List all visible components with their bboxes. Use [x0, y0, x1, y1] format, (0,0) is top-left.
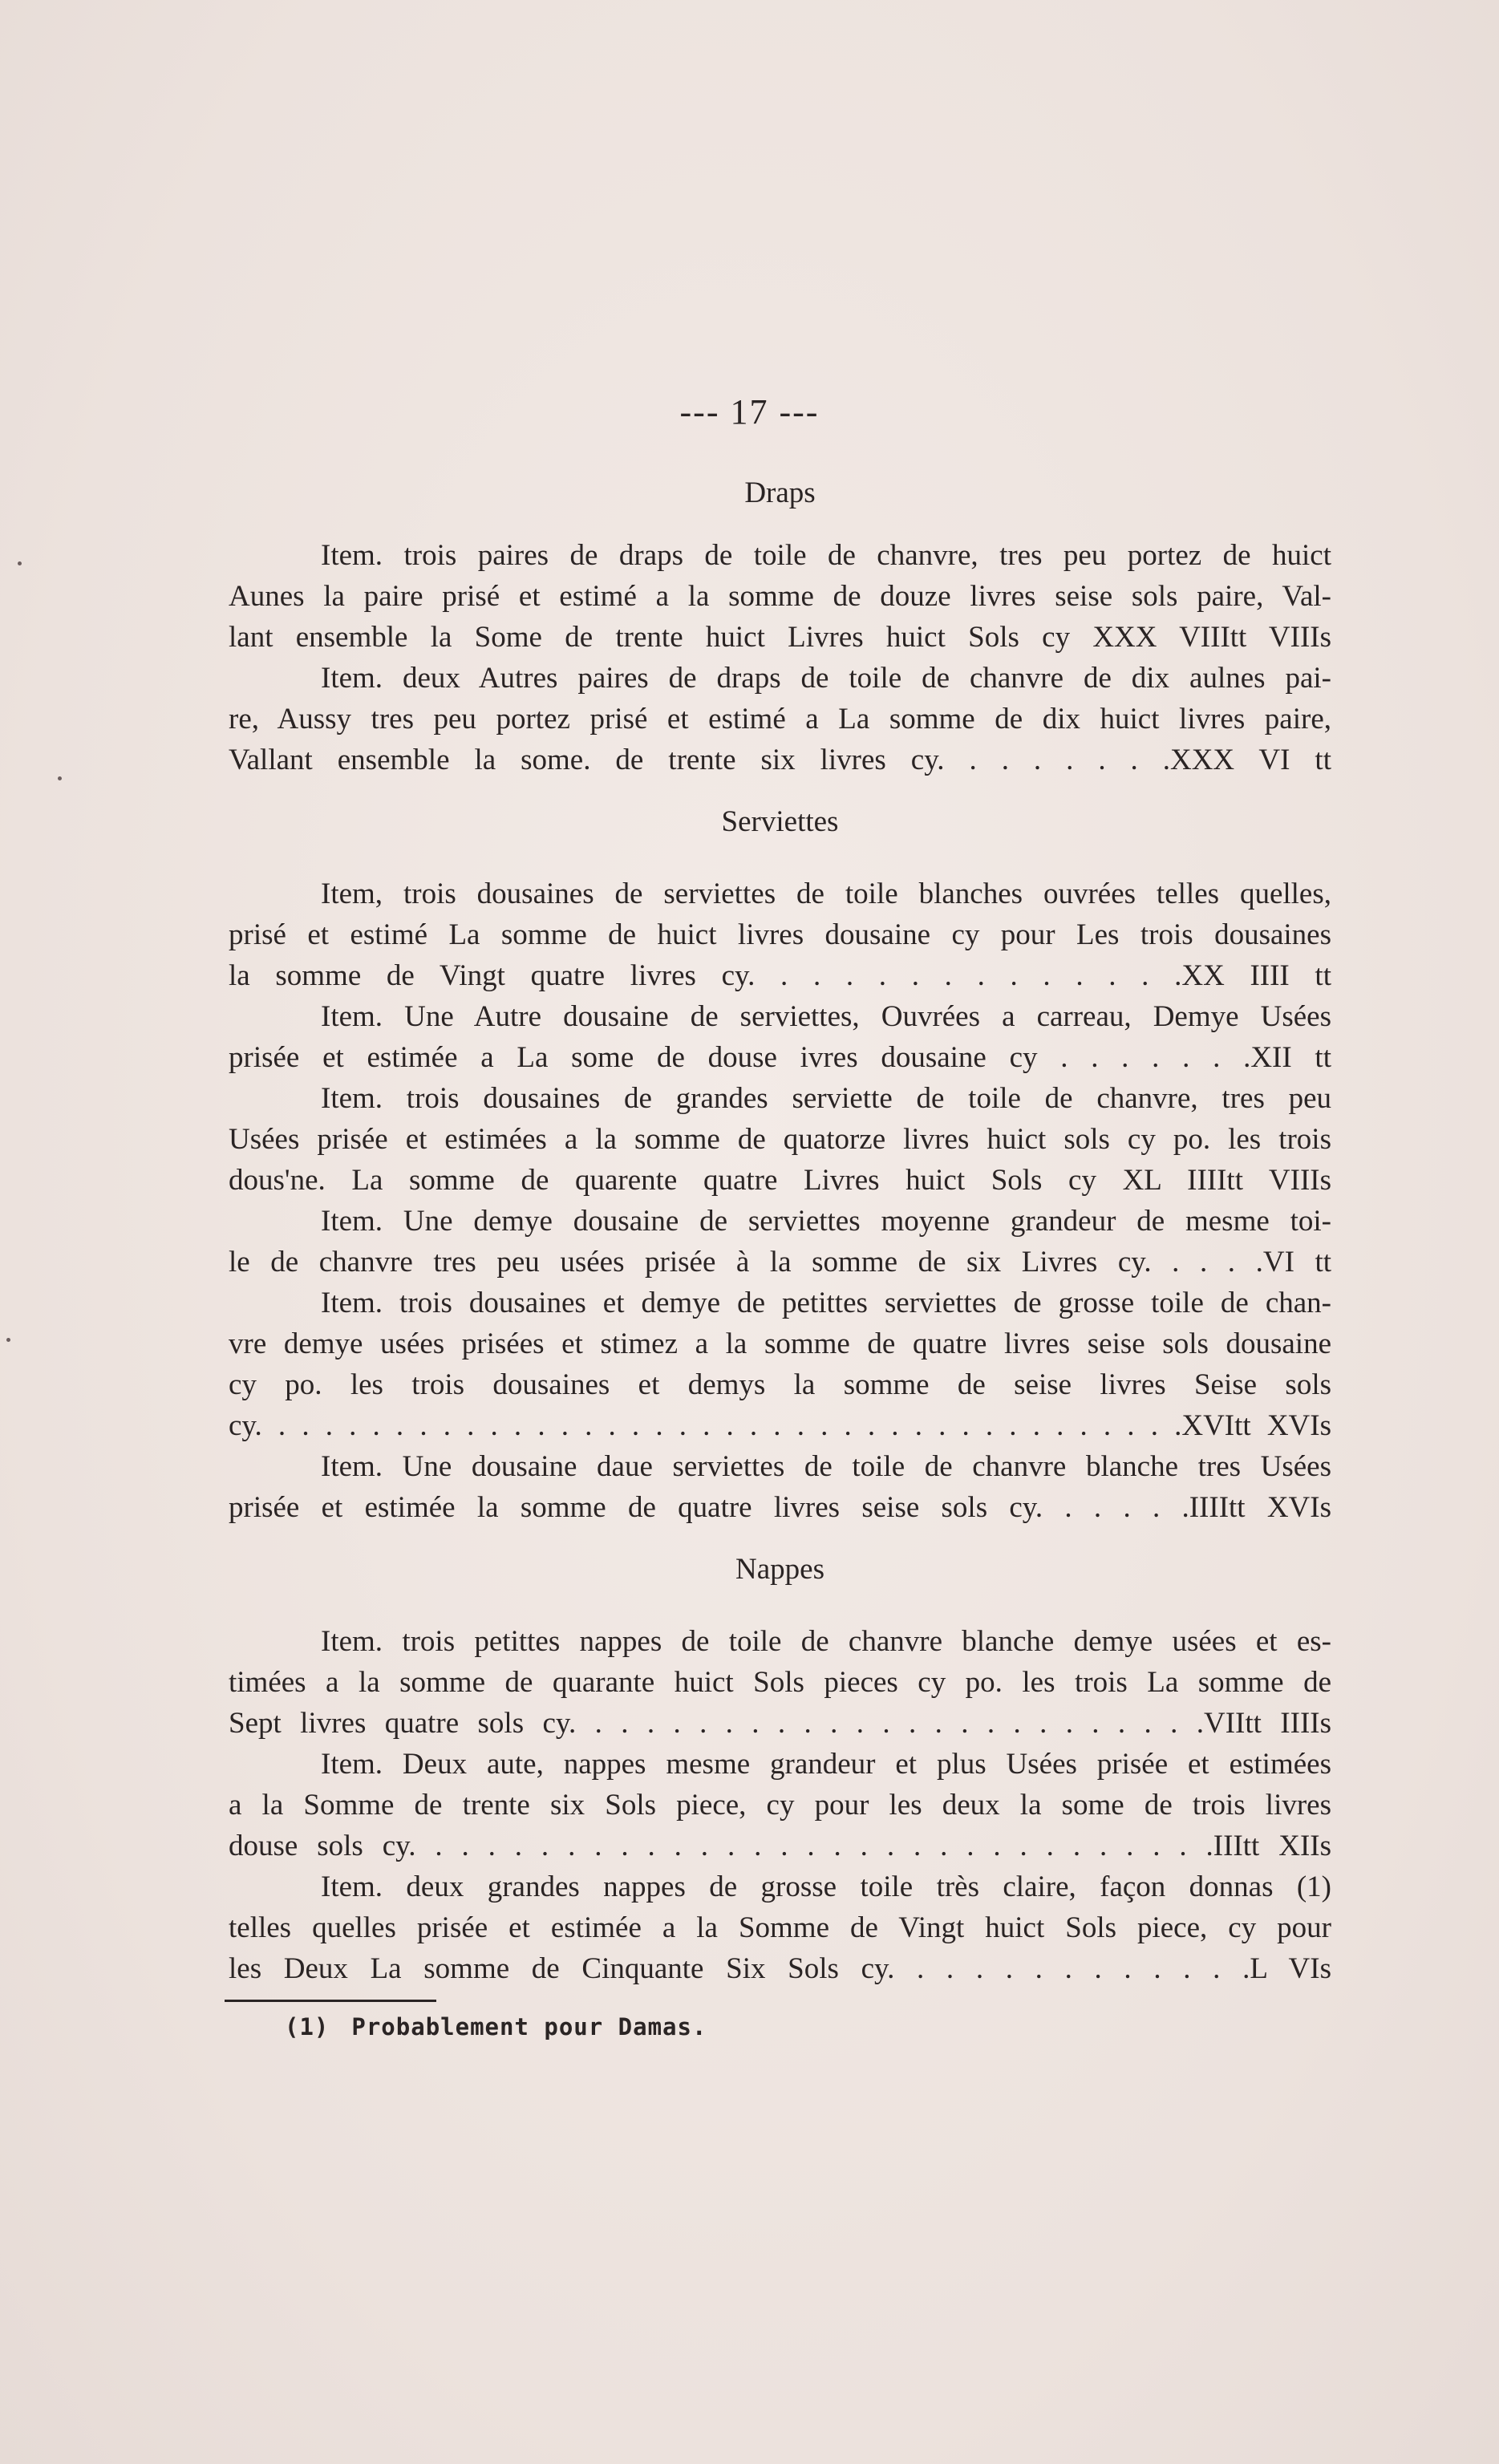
- text-line: prisé et estimé La somme de huict livres dousaine cy pour Les trois dousaines: [229, 918, 1331, 951]
- text-line: Item. trois dousaines de grandes serviette de toile de chanvre, tres peu: [321, 1082, 1331, 1115]
- section-heading-nappes: Nappes: [735, 1553, 824, 1586]
- text-line: Item. trois dousaines et demye de petittes serviettes de grosse toile de chan-: [321, 1287, 1331, 1319]
- page-number: --- 17 ---: [679, 392, 820, 432]
- text-line: cy po. les trois dousaines et demys la somme de seise livres Seise sols: [229, 1368, 1331, 1401]
- text-line: Item. trois petittes nappes de toile de chanvre blanche demye usées et es-: [321, 1625, 1331, 1658]
- text-line: lant ensemble la Some de trente huict Livres huict Sols cy XXX VIIItt VIIIs: [229, 621, 1331, 654]
- text-line: Sept livres quatre sols cy. . . . . . . . . . . . . . . . . . . . . . . . .VIItt IIIIs: [229, 1707, 1331, 1740]
- text-line: timées a la somme de quarante huict Sols pieces cy po. les trois La somme de: [229, 1666, 1331, 1699]
- main-text: [229, 469, 1331, 1989]
- entry-paragraph: [229, 1744, 1331, 1866]
- paper-speck: [18, 561, 22, 565]
- text-line: Item. Une Autre dousaine de serviettes, Ouvrées a carreau, Demye Usées: [321, 1000, 1331, 1033]
- entry-paragraph: [229, 658, 1331, 780]
- text-line: prisée et estimée la somme de quatre livres seise sols cy. . . . . .IIIItt XVIs: [229, 1491, 1331, 1524]
- text-line: a la Somme de trente six Sols piece, cy pour les deux la some de trois livres: [229, 1789, 1331, 1822]
- text-line: dous'ne. La somme de quarente quatre Livres huict Sols cy XL IIIItt VIIIs: [229, 1164, 1331, 1197]
- text-line: prisée et estimée a La some de douse ivres dousaine cy . . . . . . .XII tt: [229, 1041, 1331, 1074]
- text-line: cy. . . . . . . . . . . . . . . . . . . . . . . . . . . . . . . . . . . . . . . .XVItt XVIs: [229, 1409, 1331, 1442]
- entry-paragraph: [229, 996, 1331, 1078]
- text-line: Item. trois paires de draps de toile de chanvre, tres peu portez de huict: [321, 539, 1331, 572]
- text-line: Vallant ensemble la some. de trente six livres cy. . . . . . . .XXX VI tt: [229, 744, 1331, 776]
- section-heading-serviettes: Serviettes: [721, 805, 839, 838]
- footnote: [285, 2013, 707, 2040]
- text-line: Item. Une dousaine daue serviettes de toile de chanvre blanche tres Usées: [321, 1450, 1331, 1483]
- text-line: re, Aussy tres peu portez prisé et estimé a La somme de dix huict livres paire,: [229, 703, 1331, 736]
- paper-speck: [58, 776, 62, 780]
- entry-paragraph: [229, 1866, 1331, 1989]
- text-line: Item. Une demye dousaine de serviettes moyenne grandeur de mesme toi-: [321, 1205, 1331, 1238]
- entry-paragraph: [229, 535, 1331, 658]
- text-line: telles quelles prisée et estimée a la Somme de Vingt huict Sols piece, cy pour: [229, 1911, 1331, 1944]
- text-line: Usées prisée et estimées a la somme de quatorze livres huict sols cy po. les trois: [229, 1123, 1331, 1156]
- entry-paragraph: [229, 1201, 1331, 1283]
- text-line: douse sols cy. . . . . . . . . . . . . . . . . . . . . . . . . . . . . . .IIItt XIIs: [229, 1830, 1331, 1862]
- text-line: Item. Deux aute, nappes mesme grandeur et plus Usées prisée et estimées: [321, 1748, 1331, 1781]
- entry-paragraph: [229, 1283, 1331, 1446]
- paper-speck: [6, 1338, 10, 1342]
- text-line: les Deux La somme de Cinquante Six Sols cy. . . . . . . . . . . . .L VIs: [229, 1952, 1331, 1985]
- section-heading-draps: Draps: [744, 476, 816, 509]
- footnote-number: (1): [285, 2013, 330, 2040]
- text-line: Aunes la paire prisé et estimé a la somme de douze livres seise sols paire, Val-: [229, 580, 1331, 613]
- text-line: la somme de Vingt quatre livres cy. . . . . . . . . . . . . .XX IIII tt: [229, 959, 1331, 992]
- text-line: vre demye usées prisées et stimez a la somme de quatre livres seise sols dousaine: [229, 1327, 1331, 1360]
- footnote-text: Probablement pour Damas.: [351, 2013, 707, 2040]
- text-line: le de chanvre tres peu usées prisée à la somme de six Livres cy. . . . .VI tt: [229, 1246, 1331, 1279]
- entry-paragraph: [229, 1621, 1331, 1744]
- text-line: Item, trois dousaines de serviettes de toile blanches ouvrées telles quelles,: [321, 877, 1331, 910]
- footnote-divider: [225, 2000, 436, 2002]
- text-line: Item. deux grandes nappes de grosse toile très claire, façon donnas (1): [321, 1870, 1331, 1903]
- text-line: Item. deux Autres paires de draps de toile de chanvre de dix aulnes pai-: [321, 662, 1331, 695]
- entry-paragraph: [229, 873, 1331, 996]
- entry-paragraph: [229, 1078, 1331, 1201]
- entry-paragraph: [229, 1446, 1331, 1528]
